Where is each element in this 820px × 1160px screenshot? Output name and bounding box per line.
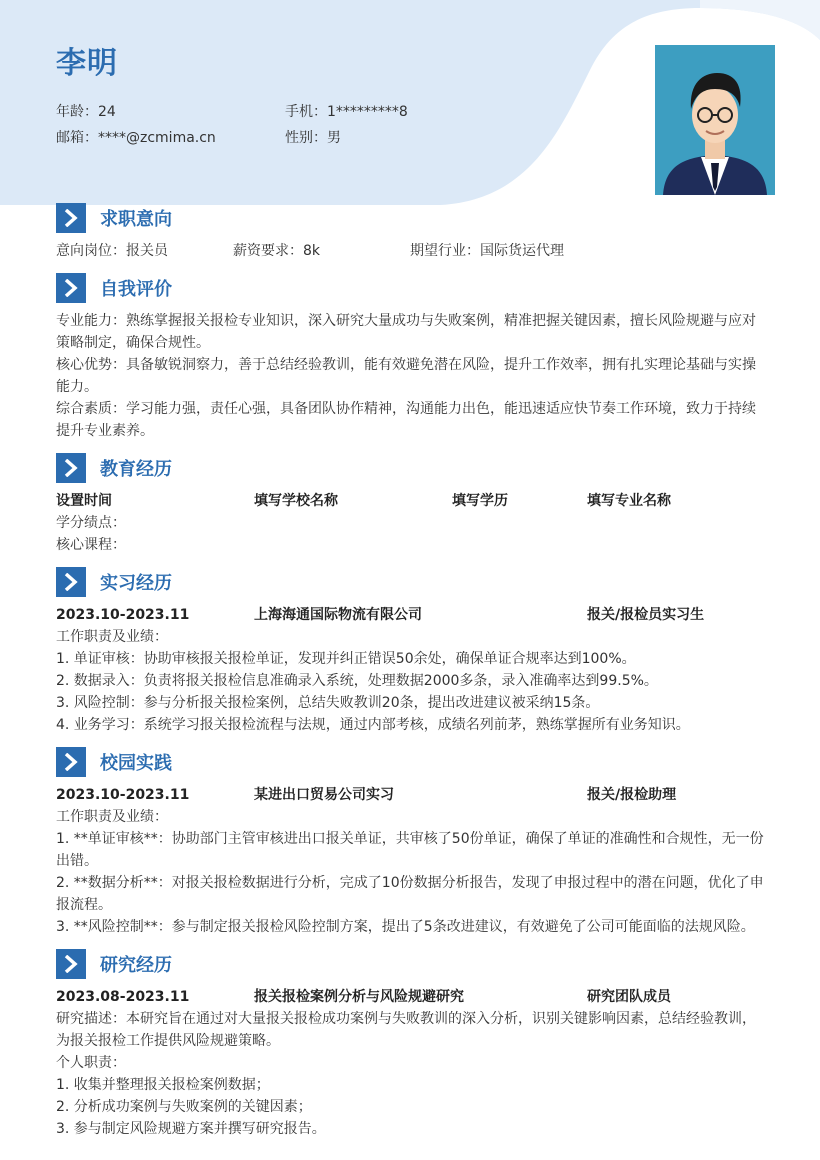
campus-item: 3. **风险控制**：参与制定报关报检风险控制方案，提出了5条改进建议，有效避免了公司可能面临的法规风险。	[56, 919, 755, 935]
research-item: 2. 分析成功案例与失败案例的关键因素；	[56, 1099, 312, 1115]
intern-item: 2. 数据录入：负责将报关报检信息准确录入系统，处理数据2000多条，录入准确率达到99.5%。	[56, 673, 658, 689]
section-job-intent	[56, 202, 766, 262]
intent-industry: 期望行业：国际货运代理	[410, 243, 564, 259]
campus-item: 2. **数据分析**：对报关报检数据进行分析，完成了10份数据分析报告，发现了申报过程中的潜在问题，优化了申报流程。	[56, 875, 764, 913]
section-title: 求职意向	[100, 209, 172, 230]
gender-info: 性别：男	[285, 130, 341, 146]
campus-company: 某进出口贸易公司实习	[254, 787, 394, 803]
profile-photo	[655, 45, 775, 195]
chevron-right-icon	[56, 949, 86, 979]
chevron-right-icon	[56, 453, 86, 483]
section-research	[56, 948, 766, 1140]
intern-item: 4. 业务学习：系统学习报关报检流程与法规，通过内部考核，成绩名列前茅，熟练掌握所有业务知识。	[56, 717, 690, 733]
age-info: 年龄：24	[56, 104, 116, 120]
edu-gpa: 学分绩点：	[56, 515, 126, 531]
campus-item: 1. **单证审核**：协助部门主管审核进出口报关单证，共审核了50份单证，确保了单证的准确性和合规性，无一份出错。	[56, 831, 764, 869]
research-item: 3. 参与制定风险规避方案并撰写研究报告。	[56, 1121, 326, 1137]
research-item: 1. 收集并整理报关报检案例数据；	[56, 1077, 270, 1093]
intent-salary: 薪资要求：8k	[233, 243, 321, 259]
section-education	[56, 452, 766, 564]
intern-company: 上海海通国际物流有限公司	[254, 607, 422, 623]
section-title: 实习经历	[100, 573, 172, 594]
section-internship	[56, 566, 766, 744]
phone-info: 手机：1*********8	[285, 104, 408, 120]
chevron-right-icon	[56, 273, 86, 303]
edu-courses: 核心课程：	[56, 537, 126, 553]
chevron-right-icon	[56, 747, 86, 777]
section-title: 教育经历	[100, 459, 172, 480]
research-time: 2023.08-2023.11	[56, 989, 190, 1005]
research-duty-label: 个人职责：	[56, 1055, 126, 1071]
campus-duty-label: 工作职责及业绩：	[56, 809, 168, 825]
research-desc: 研究描述：本研究旨在通过对大量报关报检成功案例与失败教训的深入分析，识别关键影响因素，总结经验教训，为报关报检工作提供风险规避策略。	[56, 1011, 756, 1049]
self-eval-line: 专业能力：熟练掌握报关报检专业知识，深入研究大量成功与失败案例，精准把握关键因素，擅长风险规避与应对策略制定，确保合规性。	[56, 313, 756, 351]
chevron-right-icon	[56, 203, 86, 233]
research-role: 研究团队成员	[587, 989, 671, 1005]
intern-duty-label: 工作职责及业绩：	[56, 629, 168, 645]
section-campus-practice	[56, 746, 766, 946]
intern-item: 1. 单证审核：协助审核报关报检单证，发现并纠正错误50余处，确保单证合规率达到100%。	[56, 651, 636, 667]
edu-school: 填写学校名称	[254, 493, 338, 509]
intern-time: 2023.10-2023.11	[56, 607, 190, 623]
edu-time: 设置时间	[56, 493, 112, 509]
section-self-evaluation	[56, 272, 766, 450]
intern-role: 报关/报检员实习生	[587, 607, 705, 623]
intent-position: 意向岗位：报关员	[56, 243, 168, 259]
self-eval-line: 核心优势：具备敏锐洞察力，善于总结经验教训，能有效避免潜在风险，提升工作效率，拥有扎实理论基础与实操能力。	[56, 357, 756, 395]
research-project: 报关报检案例分析与风险规避研究	[254, 989, 464, 1005]
email-info: 邮箱：****@zcmima.cn	[56, 130, 216, 146]
self-eval-line: 综合素质：学习能力强，责任心强，具备团队协作精神，沟通能力出色，能迅速适应快节奏工作环境，致力于持续提升专业素养。	[56, 401, 756, 439]
section-title: 校园实践	[100, 753, 172, 774]
campus-time: 2023.10-2023.11	[56, 787, 190, 803]
chevron-right-icon	[56, 567, 86, 597]
edu-major: 填写专业名称	[587, 493, 671, 509]
candidate-name: 李明	[56, 46, 118, 81]
edu-degree: 填写学历	[452, 493, 508, 509]
section-title: 自我评价	[100, 279, 172, 300]
campus-role: 报关/报检助理	[587, 787, 677, 803]
section-title: 研究经历	[100, 955, 172, 976]
intern-item: 3. 风险控制：参与分析报关报检案例，总结失败教训20条，提出改进建议被采纳15条。	[56, 695, 600, 711]
